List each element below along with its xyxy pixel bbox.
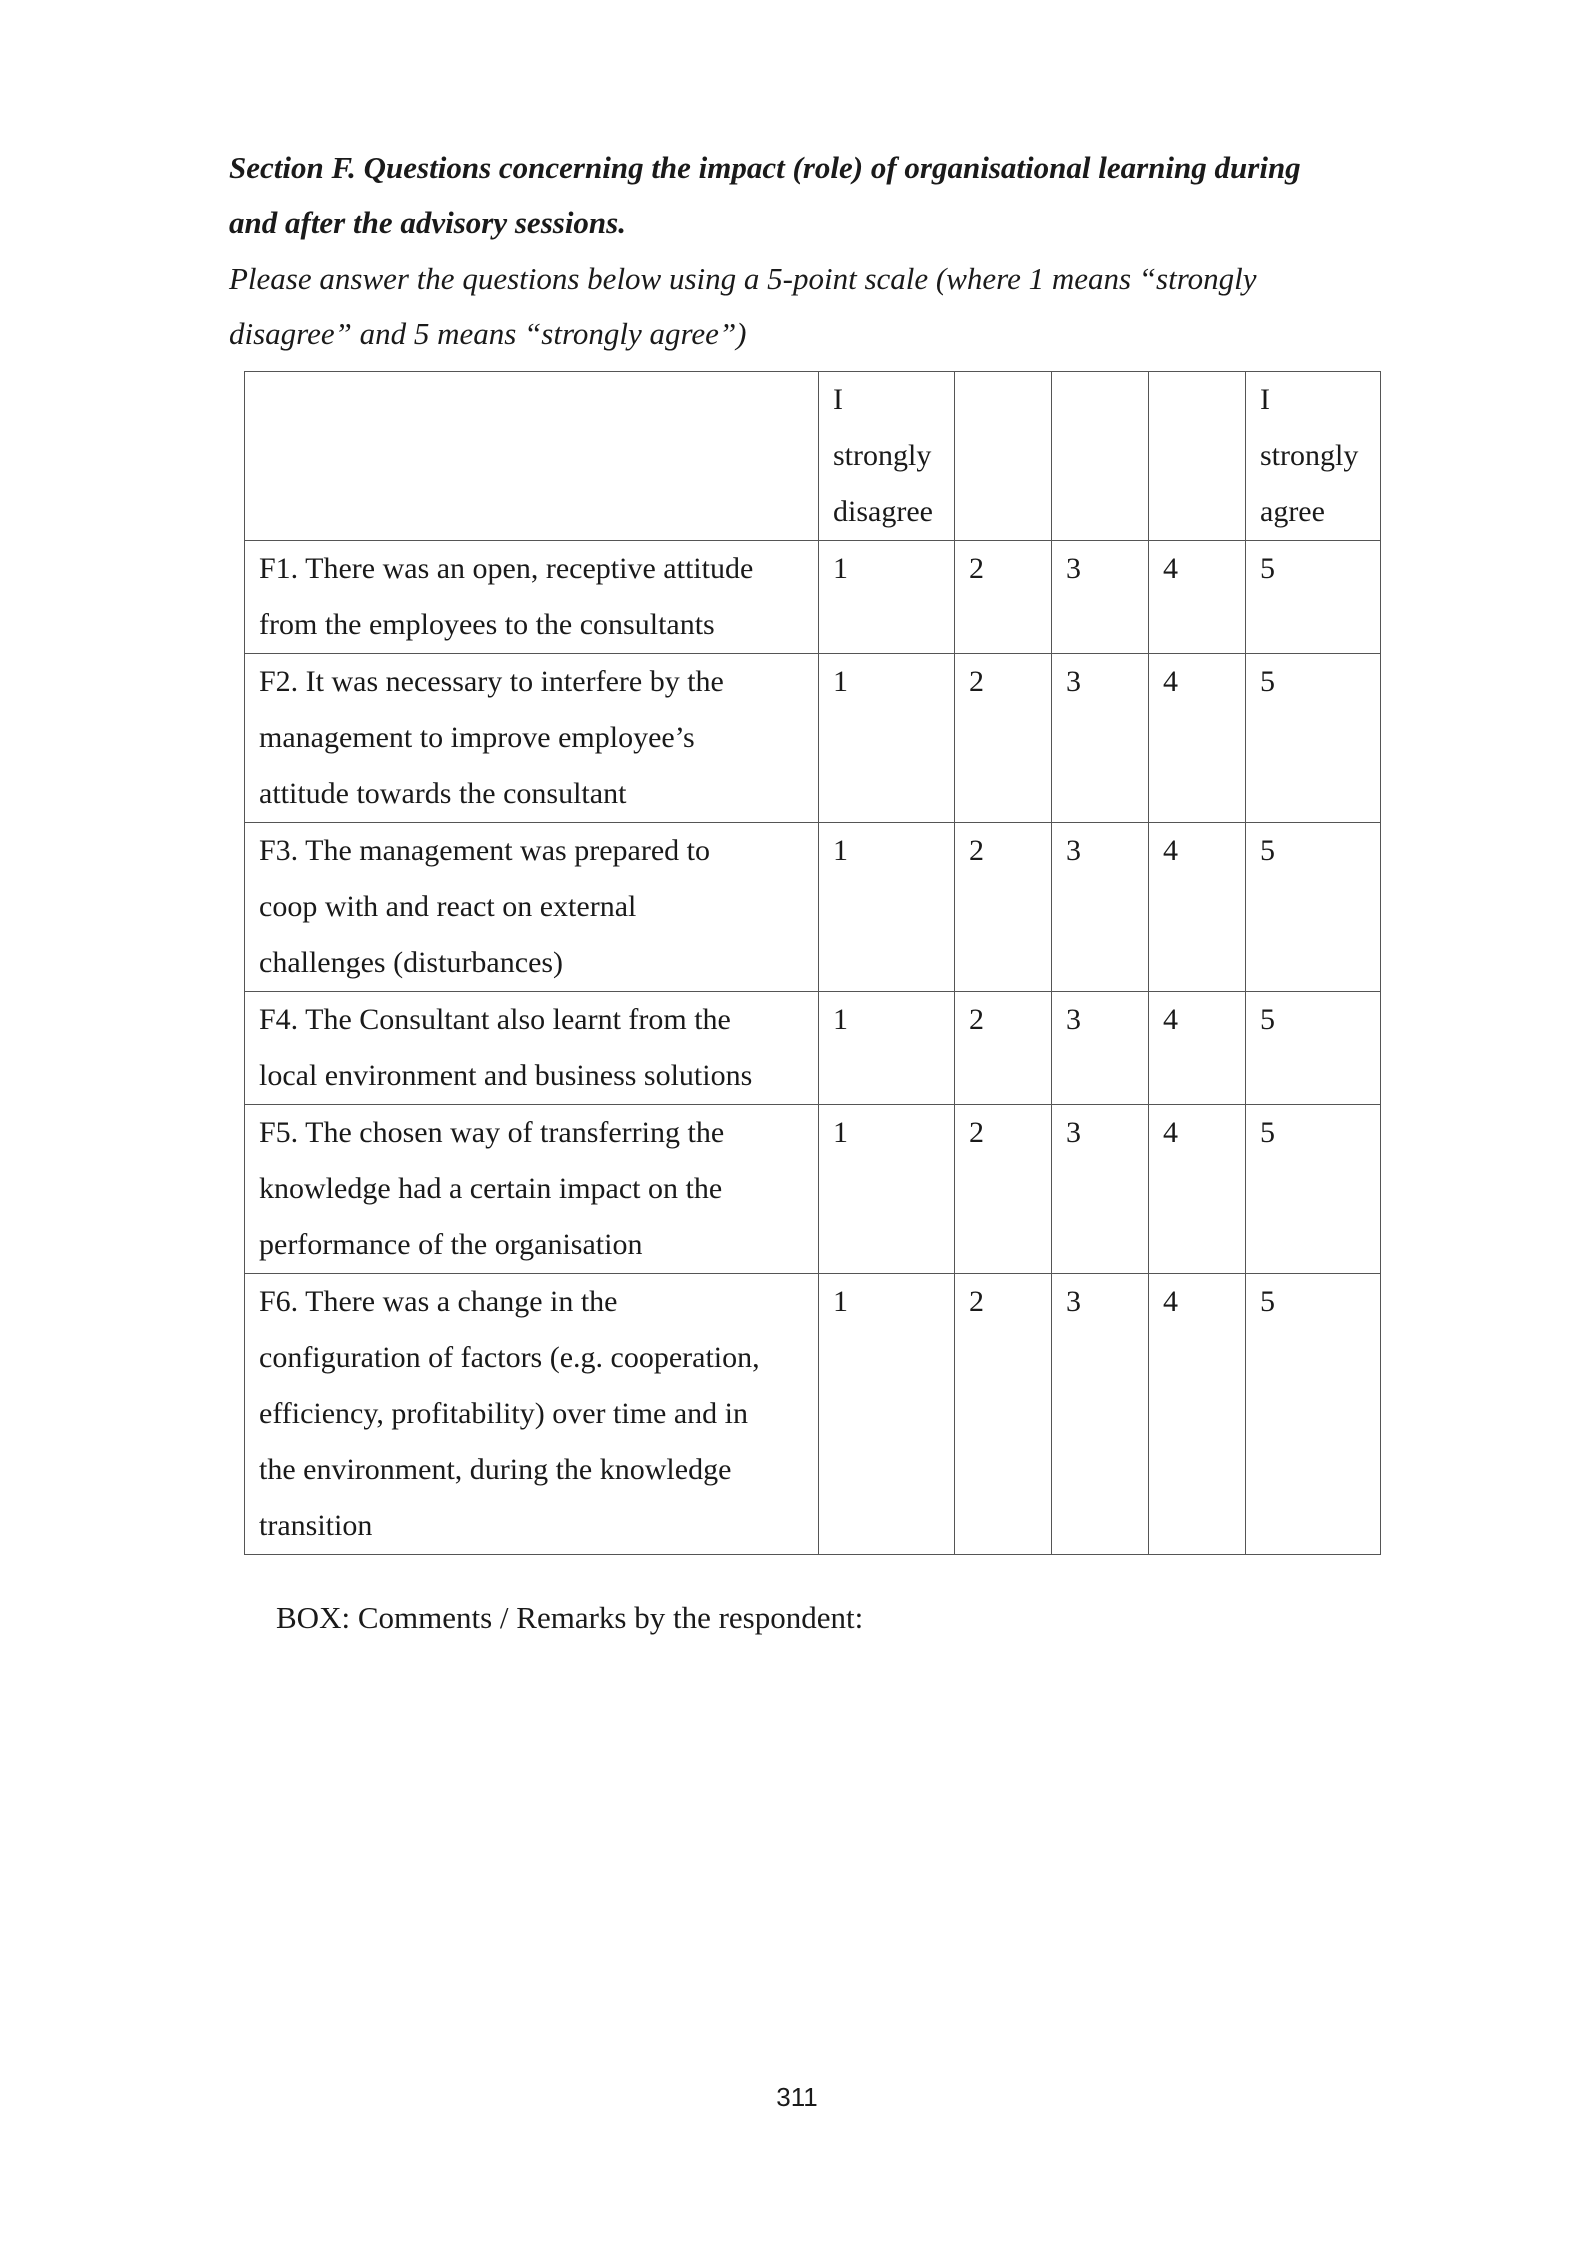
- likert-scale-table: [244, 371, 1381, 1555]
- scale-option-3[interactable]: 3: [1052, 823, 1149, 992]
- header-strongly-disagree: [819, 372, 955, 541]
- table-row: [245, 541, 1381, 654]
- section-heading: [229, 140, 1369, 250]
- header-low-line: strongly: [833, 439, 932, 472]
- header-scale-3: [1052, 372, 1149, 541]
- header-low-line: disagree: [833, 495, 933, 528]
- table-header-row: [245, 372, 1381, 541]
- table-row: [245, 1274, 1381, 1555]
- question-text-line: F6. There was a change in the: [259, 1285, 618, 1318]
- scale-option-2[interactable]: 2: [955, 654, 1052, 823]
- header-strongly-agree: [1246, 372, 1381, 541]
- scale-option-5[interactable]: 5: [1246, 823, 1381, 992]
- question-text-line: from the employees to the consultants: [259, 608, 715, 641]
- table-row: [245, 992, 1381, 1105]
- instructions-line-2: disagree” and 5 means “strongly agree”): [229, 316, 747, 351]
- scale-option-3[interactable]: 3: [1052, 1274, 1149, 1555]
- scale-option-4[interactable]: 4: [1149, 823, 1246, 992]
- scale-option-4[interactable]: 4: [1149, 654, 1246, 823]
- question-text-line: performance of the organisation: [259, 1228, 643, 1261]
- question-cell: [245, 823, 819, 992]
- scale-option-1[interactable]: 1: [819, 823, 955, 992]
- scale-option-1[interactable]: 1: [819, 1105, 955, 1274]
- question-text-line: management to improve employee’s: [259, 721, 695, 754]
- question-text-line: F4. The Consultant also learnt from the: [259, 1003, 731, 1036]
- scale-option-1[interactable]: 1: [819, 1274, 955, 1555]
- question-text-line: the environment, during the knowledge: [259, 1453, 732, 1486]
- scale-option-5[interactable]: 5: [1246, 654, 1381, 823]
- scale-option-2[interactable]: 2: [955, 992, 1052, 1105]
- header-question-cell: [245, 372, 819, 541]
- question-text-line: F2. It was necessary to interfere by the: [259, 665, 724, 698]
- scale-option-3[interactable]: 3: [1052, 654, 1149, 823]
- question-text-line: F3. The management was prepared to: [259, 834, 710, 867]
- question-text-line: local environment and business solutions: [259, 1059, 753, 1092]
- question-text-line: coop with and react on external: [259, 890, 637, 923]
- question-text-line: configuration of factors (e.g. cooperation,: [259, 1341, 760, 1374]
- scale-option-3[interactable]: 3: [1052, 541, 1149, 654]
- question-text-line: attitude towards the consultant: [259, 777, 627, 810]
- header-high-line: strongly: [1260, 439, 1359, 472]
- scale-option-2[interactable]: 2: [955, 823, 1052, 992]
- table-row: [245, 1105, 1381, 1274]
- section-heading-line-1: Section F. Questions concerning the impact (role) of organisational learning during: [229, 150, 1301, 185]
- scale-option-2[interactable]: 2: [955, 541, 1052, 654]
- question-cell: [245, 541, 819, 654]
- question-text-line: transition: [259, 1509, 373, 1542]
- scale-option-2[interactable]: 2: [955, 1274, 1052, 1555]
- table-row: [245, 654, 1381, 823]
- table-row: [245, 823, 1381, 992]
- header-scale-4: [1149, 372, 1246, 541]
- scale-option-3[interactable]: 3: [1052, 992, 1149, 1105]
- page-number: 311: [776, 2082, 818, 2112]
- question-text-line: F1. There was an open, receptive attitude: [259, 552, 754, 585]
- header-scale-2: [955, 372, 1052, 541]
- section-heading-line-2: and after the advisory sessions.: [229, 205, 626, 240]
- scale-option-4[interactable]: 4: [1149, 541, 1246, 654]
- scale-option-4[interactable]: 4: [1149, 992, 1246, 1105]
- question-text-line: knowledge had a certain impact on the: [259, 1172, 723, 1205]
- question-text-line: challenges (disturbances): [259, 946, 564, 979]
- scale-option-4[interactable]: 4: [1149, 1274, 1246, 1555]
- scale-option-5[interactable]: 5: [1246, 992, 1381, 1105]
- question-cell: [245, 654, 819, 823]
- question-cell: [245, 992, 819, 1105]
- question-text-line: efficiency, profitability) over time and in: [259, 1397, 748, 1430]
- header-low-line: I: [833, 383, 843, 416]
- question-cell: [245, 1105, 819, 1274]
- scale-option-2[interactable]: 2: [955, 1105, 1052, 1274]
- scale-option-1[interactable]: 1: [819, 654, 955, 823]
- scale-option-3[interactable]: 3: [1052, 1105, 1149, 1274]
- section-instructions: [229, 251, 1369, 361]
- scale-option-1[interactable]: 1: [819, 541, 955, 654]
- question-cell: [245, 1274, 819, 1555]
- scale-option-4[interactable]: 4: [1149, 1105, 1246, 1274]
- instructions-line-1: Please answer the questions below using a 5-point scale (where 1 means “strongly: [229, 261, 1257, 296]
- header-high-line: I: [1260, 383, 1270, 416]
- scale-option-5[interactable]: 5: [1246, 1105, 1381, 1274]
- scale-option-1[interactable]: 1: [819, 992, 955, 1105]
- question-text-line: F5. The chosen way of transferring the: [259, 1116, 725, 1149]
- scale-option-5[interactable]: 5: [1246, 1274, 1381, 1555]
- comments-box-label: BOX: Comments / Remarks by the respondent:: [276, 1600, 864, 1635]
- scale-option-5[interactable]: 5: [1246, 541, 1381, 654]
- header-high-line: agree: [1260, 495, 1325, 528]
